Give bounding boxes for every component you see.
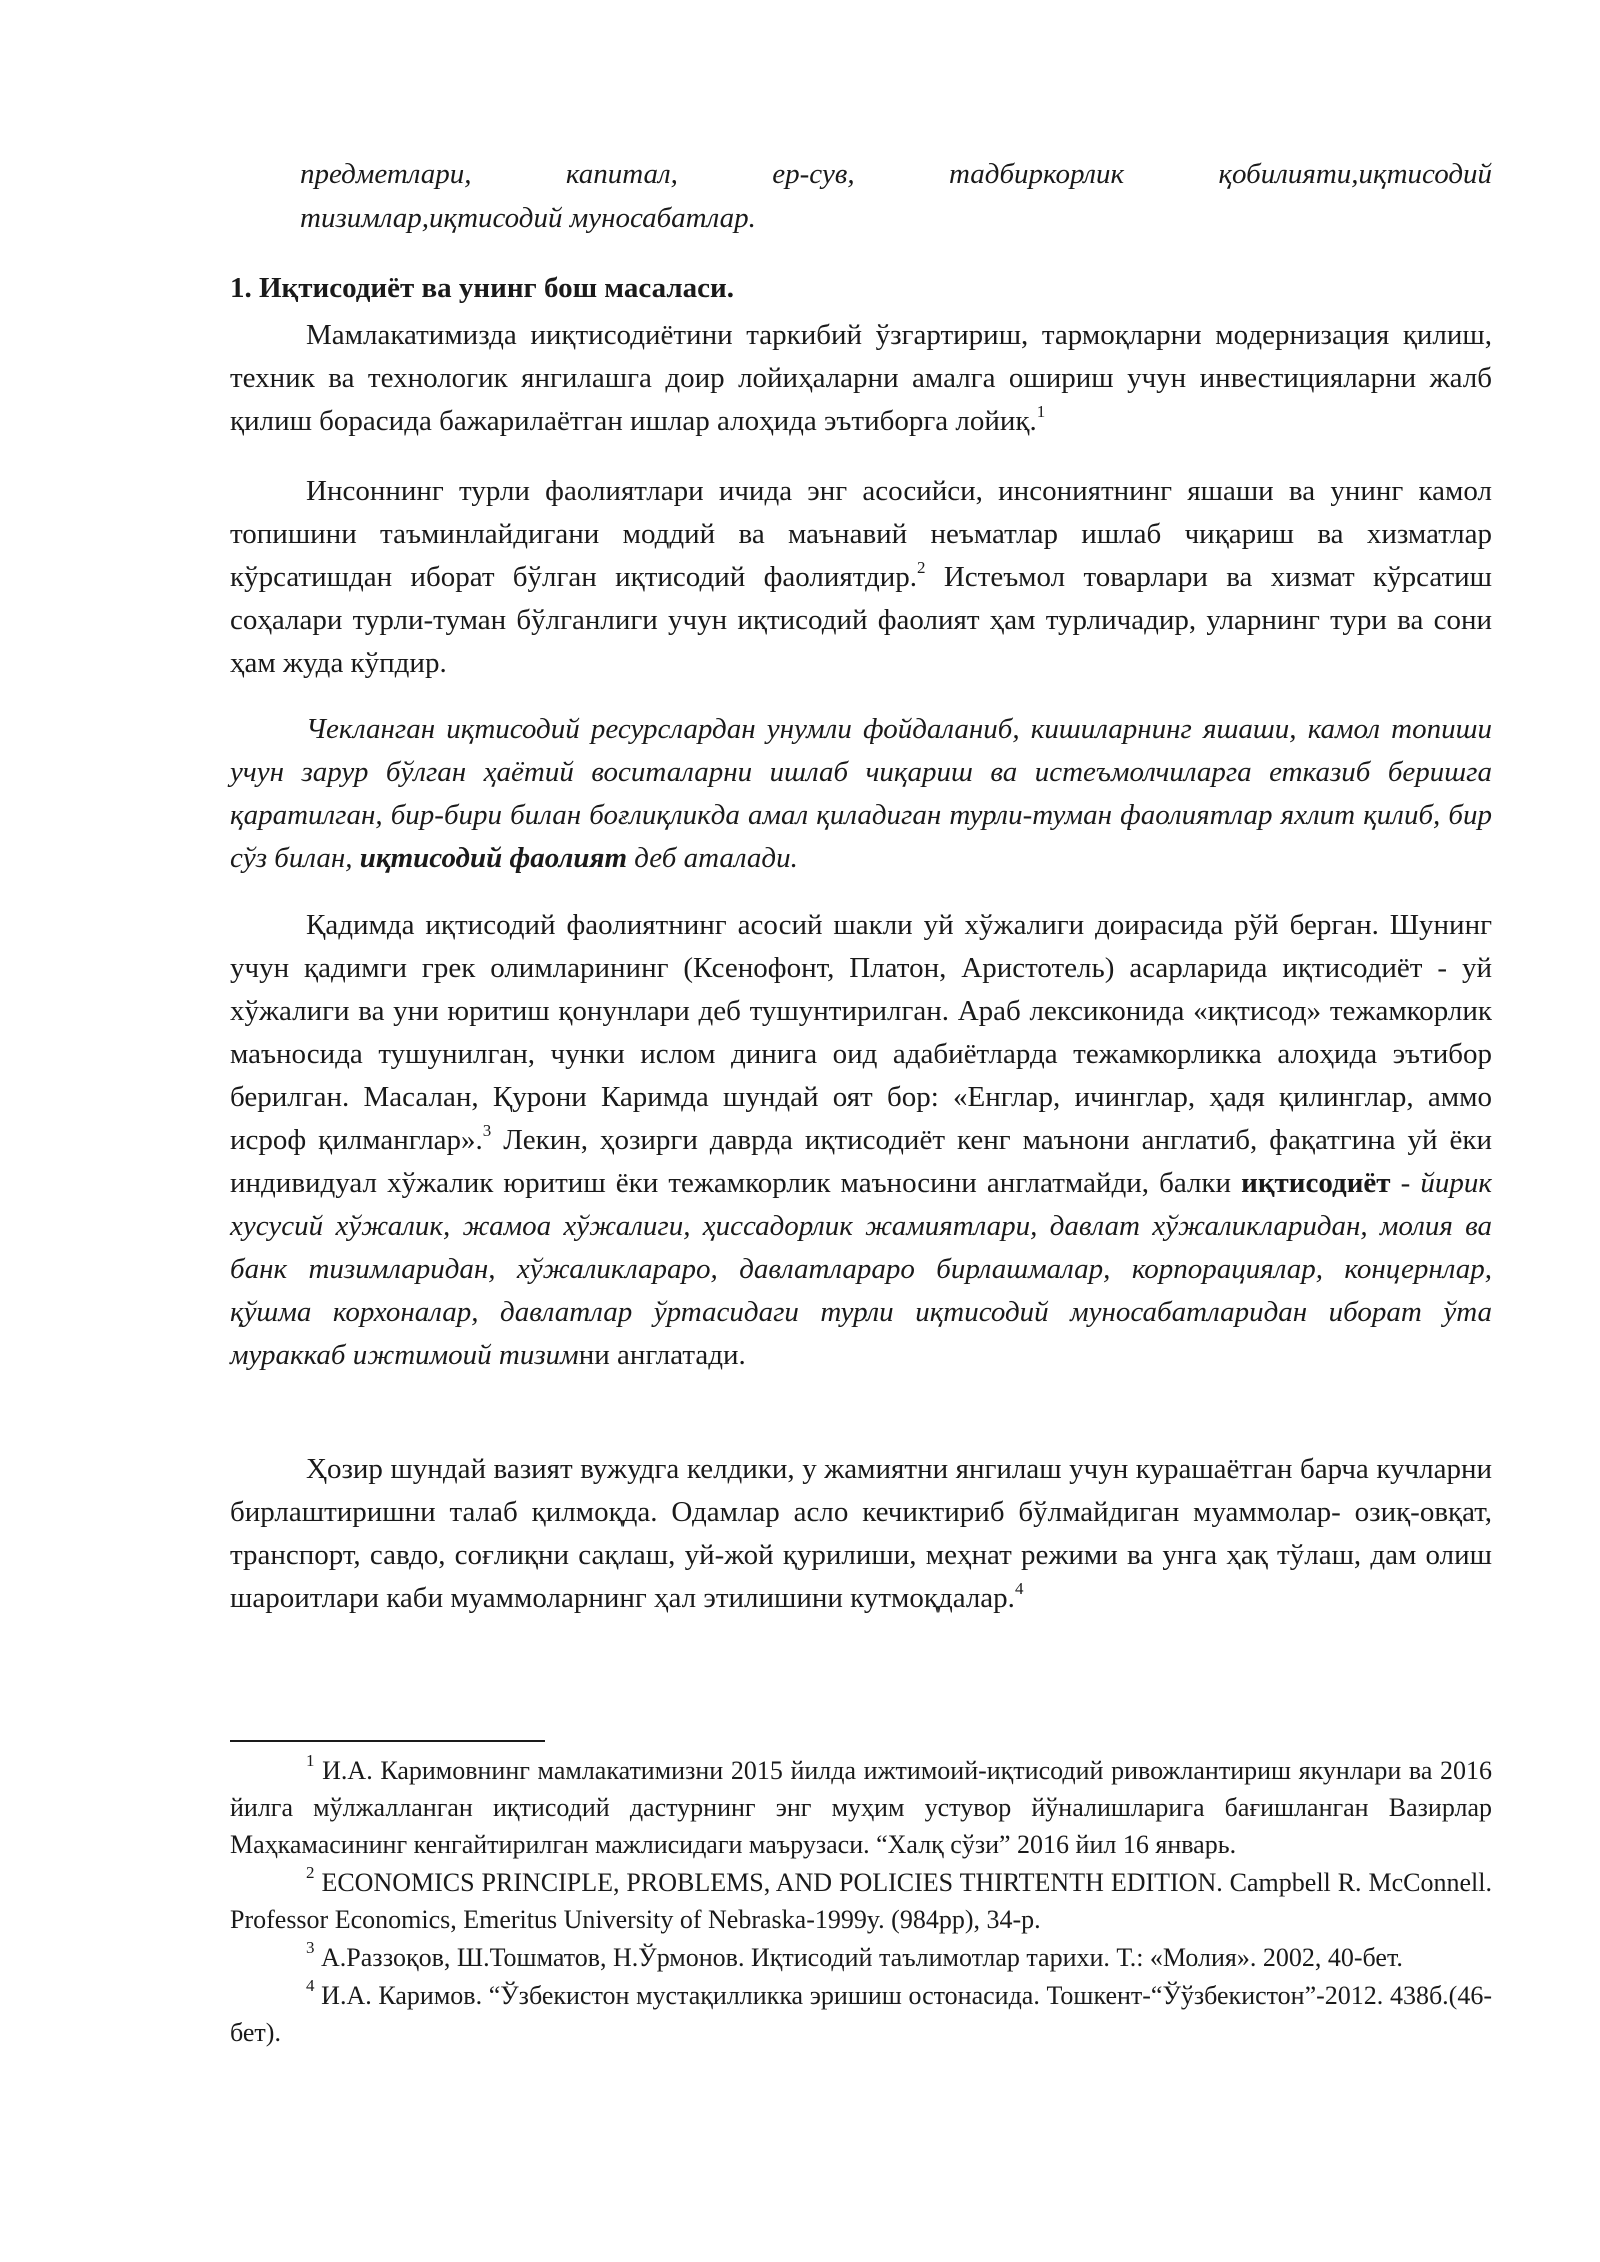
footnote-2-number: 2 — [306, 1863, 315, 1883]
footnote-1-text: И.А. Каримовнинг мамлакатимизни 2015 йилда ижтимоий-иқтисодий ривожлантириш якунлари ва 2016 йилга мўлжалланган иқтисодий дастурнинг энг муҳим устувор йўналишларига бағишланган Вазирлар Маҳкамасининг кенгайтирилган мажлисидаги маърузаси. “Халқ сўзи” 2016 йил 16 январь. — [230, 1756, 1492, 1859]
footnote-3-number: 3 — [306, 1938, 315, 1958]
keywords-list — [300, 152, 1492, 240]
paragraph-3-text-a: Чекланган иқтисодий ресурслардан унумли фойдаланиб, кишиларнинг яшаши, камол топиши учун зарур бўлган ҳаётий воситаларни ишлаб чиқариш ва истеъмолчиларга етказиб беришга қаратилган, бир-бири билан боғлиқликда амал қиладиган турли-туман фаолиятлар яхлит қилиб, бир сўз билан, — [230, 713, 1492, 874]
footnote-ref-1[interactable]: 1 — [1036, 402, 1046, 422]
footnote-separator — [230, 1740, 545, 1742]
footnote-1 — [230, 1752, 1492, 1863]
footnote-2-text: ECONOMICS PRINCIPLE, PROBLEMS, AND POLICIES THIRTENTH EDITION. Campbell R. McConnell. Professor Economics, Emeritus University of Nebraska-1999y. (984pp), 34-p. — [230, 1868, 1492, 1934]
footnote-4-number: 4 — [306, 1976, 315, 1996]
paragraph-4-text-c: - — [1390, 1167, 1421, 1199]
footnote-4 — [230, 1977, 1492, 2051]
footnote-ref-3[interactable]: 3 — [482, 1121, 492, 1141]
paragraph-2-text-b: Истеъмол товарлари ва хизмат кўрсатиш соҳалари турли-туман бўлганлиги учун иқтисодий фаолият ҳам турличадир, уларнинг тури ва сони ҳам жуда кўпдир. — [230, 561, 1492, 679]
term-economic-activity: иқтисодий фаолият — [359, 842, 627, 874]
paragraph-1 — [230, 314, 1492, 443]
paragraph-4 — [230, 904, 1492, 1377]
footnote-ref-4[interactable]: 4 — [1014, 1579, 1024, 1599]
section-heading: 1. Иқтисодиёт ва унинг бош масаласи. — [230, 272, 734, 304]
paragraph-4-text-a: Қадимда иқтисодий фаолиятнинг асосий шакли уй хўжалиги доирасида рўй берган. Шунинг учун қадимги грек олимларининг (Ксенофонт, Платон, Аристотель) асарларида иқтисодиёт - уй хўжалиги ва уни юритиш қонунлари деб тушунтирилган. Араб лексиконида «иқтисод» тежамкорлик маъносида тушунилган, чунки ислом динига оид адабиётларда тежамкорликка алоҳида эътибор берилган. Масалан, Қурони Каримда шундай оят бор: «Енглар, ичинглар, ҳадя қилинглар, аммо исроф қилманглар». — [230, 909, 1492, 1156]
term-economy: иқтисодиёт — [1241, 1167, 1391, 1199]
paragraph-1-text: Мамлакатимизда ииқтисодиётини таркибий ўзгартириш, тармоқларни модернизация қилиш, техник ва технологик янгилашга доир лойиҳаларни амалга ошириш учун инвестицияларни жалб қилиш борасида бажарилаётган ишлар алоҳида эътиборга лойиқ. — [230, 319, 1492, 437]
economy-definition: йирик хусусий хўжалик, жамоа хўжалиги, ҳиссадорлик жамиятлари, давлат хўжаликларидан, молия ва банк тизимларидан, хўжаликлараро, давлатлараро бирлашмалар, корпорациялар, концернлар, қўшма корхоналар, давлатлар ўртасидаги турли иқтисодий муносабатларидан иборат ўта мураккаб ижтимоий тизим — [230, 1167, 1492, 1371]
footnote-ref-2[interactable]: 2 — [917, 558, 926, 578]
footnote-1-number: 1 — [306, 1751, 315, 1771]
paragraph-4-text-b: Лекин, ҳозирги даврда иқтисодиёт кенг маънони англатиб, фақатгина уй ёки индивидуал хўжалик юритиш ёки тежамкорлик маъносини англатмайди, балки — [230, 1124, 1492, 1199]
paragraph-4-text-d: ни англатади. — [578, 1339, 746, 1371]
paragraph-5-text: Ҳозир шундай вазият вужудга келдики, у жамиятни янгилаш учун курашаётган барча кучларни бирлаштиришни талаб қилмоқда. Одамлар асло кечиктириб бўлмайдиган муаммолар- озиқ-овқат, транспорт, савдо, соғлиқни сақлаш, уй-жой қурилиши, меҳнат режими ва унга ҳақ тўлаш, дам олиш шароитлари каби муаммоларнинг ҳал этилишини кутмоқдалар. — [230, 1453, 1492, 1614]
paragraph-5 — [230, 1448, 1492, 1620]
footnote-4-text: И.А. Каримов. “Ўзбекистон мустақилликка эришиш остонасида. Тошкент-“Ўўзбекистон”-2012. 438б.(46-бет). — [230, 1981, 1492, 2047]
paragraph-3-definition — [230, 708, 1492, 880]
keywords-line-1: предметлари, капитал, ер-сув, тадбиркорлик қобилияти,иқтисодий — [300, 158, 1492, 190]
footnote-3-text: А.Раззоқов, Ш.Тошматов, Н.Ўрмонов. Иқтисодий таълимотлар тарихи. Т.: «Молия». 2002, 40-бет. — [314, 1943, 1403, 1972]
paragraph-2-text-a: Инсоннинг турли фаолиятлари ичида энг асосийси, инсониятнинг яшаши ва унинг камол топишини таъминлайдигани моддий ва маънавий неъматлар ишлаб чиқариш ва хизматлар кўрсатишдан иборат бўлган иқтисодий фаолиятдир. — [230, 475, 1492, 593]
footnotes — [230, 1752, 1492, 2052]
keywords-line-2: тизимлар,иқтисодий муносабатлар. — [300, 202, 756, 234]
footnote-3 — [230, 1939, 1492, 1976]
footnote-2 — [230, 1864, 1492, 1938]
paragraph-3-text-b: деб аталади. — [627, 842, 798, 874]
paragraph-2 — [230, 470, 1492, 685]
